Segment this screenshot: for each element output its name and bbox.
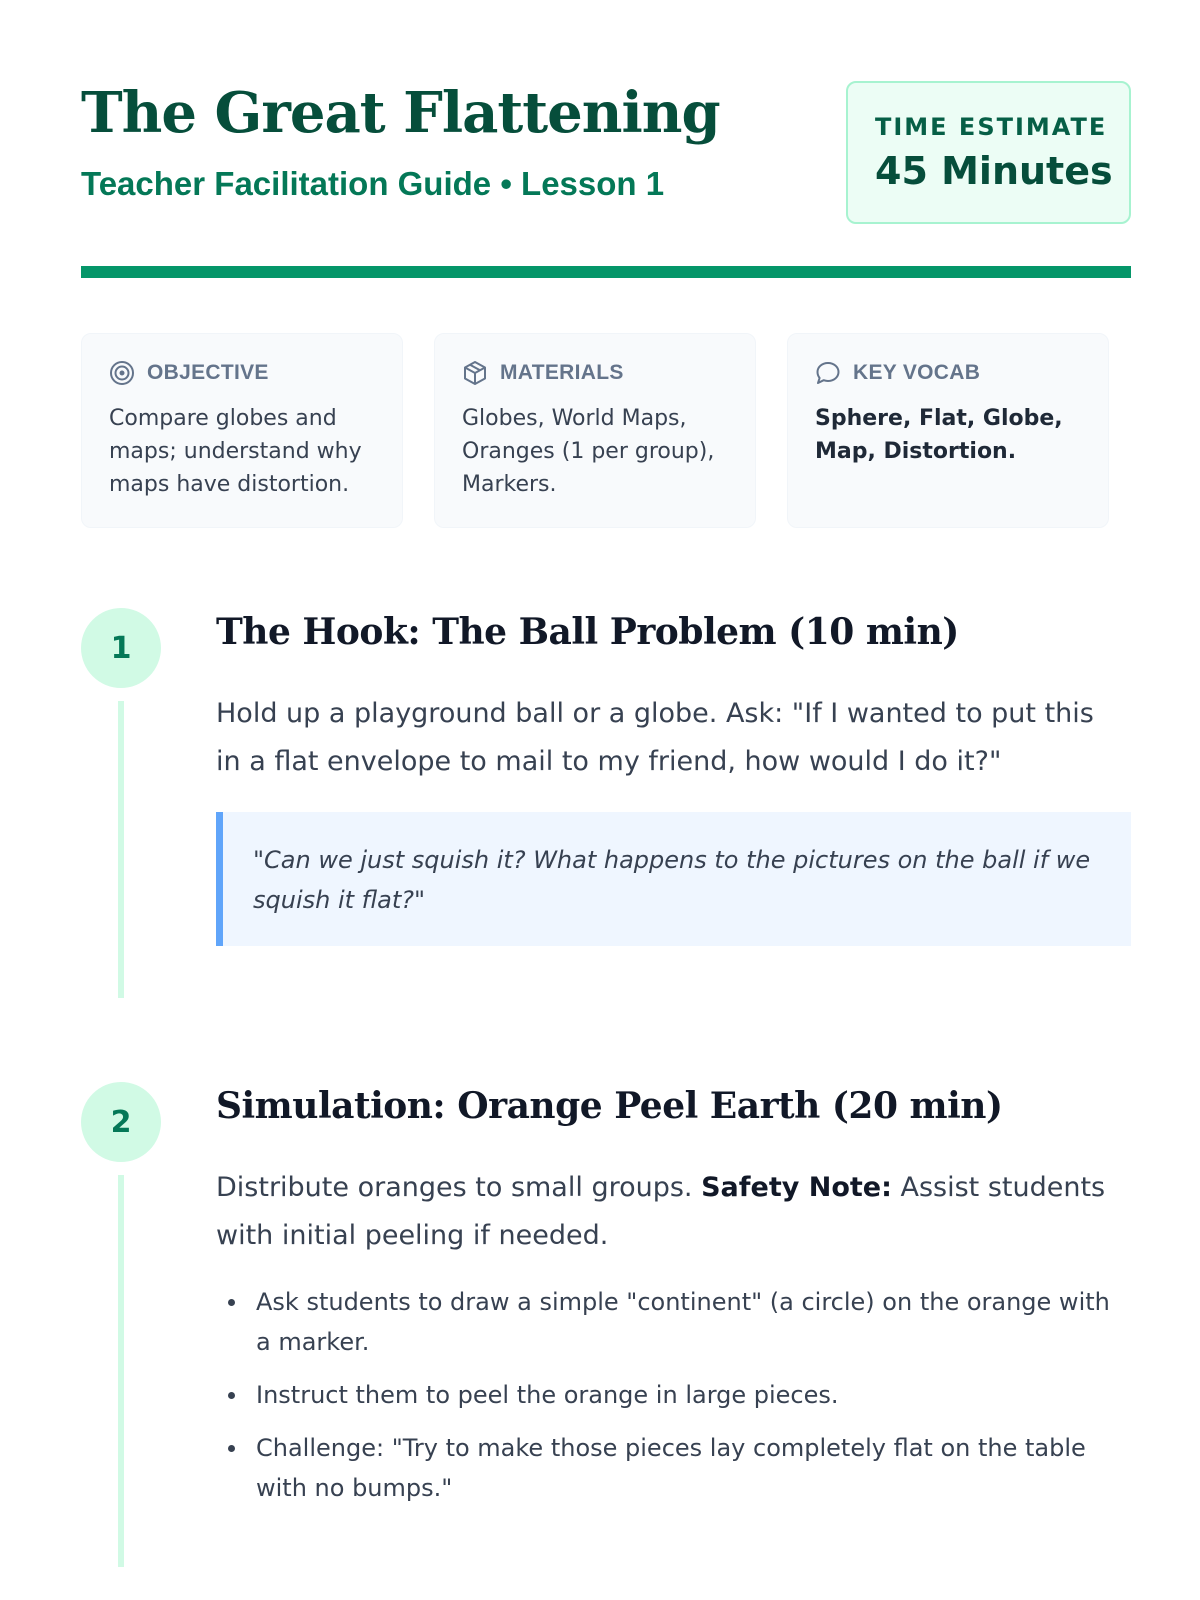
step-description: Hold up a playground ball or a globe. Ask: "If I wanted to put this in a flat envelope to mail to my friend, how would I do it?" — [216, 698, 1094, 777]
step-timeline-rail — [118, 1175, 124, 1567]
step-number-badge: 2 — [81, 1082, 161, 1162]
list-item: Ask students to draw a simple "continent" (a circle) on the orange with a marker. — [216, 1282, 1131, 1362]
teacher-prompt-quote — [216, 812, 1131, 946]
step-1 — [81, 608, 1131, 1008]
instruction-list — [216, 1282, 1131, 1521]
speech-bubble-icon — [815, 360, 841, 386]
step-title: Simulation: Orange Peel Earth (20 min) — [216, 1085, 1003, 1127]
step-description-text: Distribute oranges to small groups. — [216, 1172, 702, 1203]
list-item: Instruct them to peel the orange in large pieces. — [216, 1375, 1131, 1415]
step-2 — [81, 1082, 1131, 1582]
step-title: The Hook: The Ball Problem (10 min) — [216, 611, 959, 653]
step-description — [216, 1164, 1126, 1260]
step-number-badge: 1 — [81, 608, 161, 688]
materials-card — [434, 333, 756, 528]
lesson-page — [81, 0, 1131, 1600]
page-title: The Great Flattening — [81, 80, 720, 146]
quote-text: "Can we just squish it? What happens to the pictures on the ball if we squish it flat?" — [253, 846, 1091, 914]
time-estimate-label: TIME ESTIMATE — [875, 113, 1108, 141]
key-vocab-text: Sphere, Flat, Globe, Map, Distortion. — [815, 406, 1063, 464]
key-vocab-card — [787, 333, 1109, 528]
header-divider — [81, 266, 1131, 278]
step-timeline-rail — [118, 701, 124, 998]
objective-title: OBJECTIVE — [147, 361, 269, 384]
target-icon — [109, 360, 135, 386]
key-vocab-title: KEY VOCAB — [853, 361, 981, 384]
materials-title: MATERIALS — [500, 361, 624, 384]
objective-text: Compare globes and maps; understand why maps have distortion. — [109, 406, 362, 497]
time-estimate-box — [846, 81, 1131, 224]
objective-card — [81, 333, 403, 528]
box-icon — [462, 360, 488, 386]
page-subtitle: Teacher Facilitation Guide • Lesson 1 — [81, 165, 665, 202]
time-estimate-value: 45 Minutes — [875, 149, 1113, 193]
safety-note-label: Safety Note: — [701, 1172, 892, 1203]
step-description-text: Assist students with initial peeling if needed. — [216, 1172, 1106, 1251]
list-item: Challenge: "Try to make those pieces lay completely flat on the table with no bumps." — [216, 1428, 1131, 1508]
materials-text: Globes, World Maps, Oranges (1 per group), Markers. — [462, 406, 715, 497]
